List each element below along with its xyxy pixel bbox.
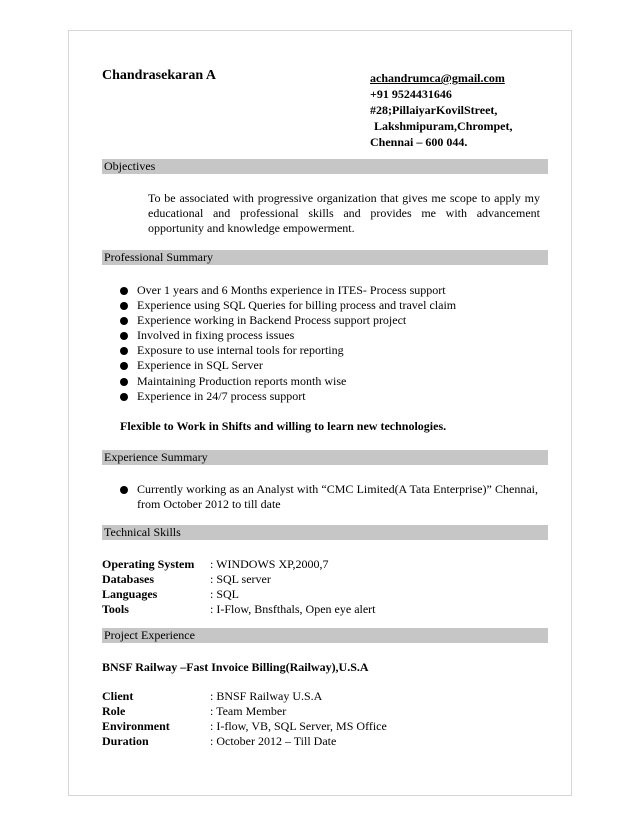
project-title: BNSF Railway –Fast Invoice Billing(Railway),U.S.A [102,660,369,674]
skill-row: Languages : SQL [102,587,240,601]
candidate-name: Chandrasekaran A [102,68,216,83]
skill-row: Tools : I-Flow, Bnsfthals, Open eye alert [102,602,376,616]
list-item: Involved in fixing process issues [118,328,456,343]
section-heading-project-experience: Project Experience [102,628,548,643]
section-heading-objectives: Objectives [102,159,548,174]
bullet-icon [120,378,128,386]
list-item: Maintaining Production reports month wise [118,374,456,389]
project-detail-row: Environment : I-flow, VB, SQL Server, MS Office [102,719,387,733]
technical-skills-table [102,557,376,617]
project-detail-row: Client : BNSF Railway U.S.A [102,689,323,703]
bullet-icon [120,486,128,494]
phone-number: +91 9524431646 [370,87,452,101]
list-item: Experience using SQL Queries for billing process and travel claim [118,298,456,313]
list-item: Experience in SQL Server [118,358,456,373]
bullet-icon [120,393,128,401]
address-line-3: Chennai – 600 044. [370,135,468,149]
list-item: Exposure to use internal tools for reporting [118,343,456,358]
skill-row: Databases : SQL server [102,572,271,586]
professional-summary-list [118,283,456,404]
address-line-2: Lakshmipuram,Chrompet, [374,119,513,133]
skill-row: Operating System : WINDOWS XP,2000,7 [102,557,329,571]
bullet-icon [120,347,128,355]
project-detail-row: Role : Team Member [102,704,287,718]
bullet-icon [120,287,128,295]
bullet-icon [120,302,128,310]
section-heading-technical-skills: Technical Skills [102,525,548,540]
flexibility-statement: Flexible to Work in Shifts and willing to learn new technologies. [120,419,447,433]
project-details-table [102,689,387,749]
bullet-icon [120,362,128,370]
objective-paragraph: To be associated with progressive organization that gives me scope to apply my educational and professional skills and provides me with advancement opportunity and knowledge empowerment. [148,191,540,235]
list-item: Experience in 24/7 process support [118,389,456,404]
section-heading-experience-summary: Experience Summary [102,450,548,465]
contact-block [370,70,512,150]
address-line-1: #28;PillaiyarKovilStreet, [370,103,498,117]
list-item: Experience working in Backend Process support project [118,313,456,328]
project-detail-row: Duration : October 2012 – Till Date [102,734,337,748]
experience-item: Currently working as an Analyst with “CMC Limited(A Tata Enterprise)” Chennai, from October 2012 to till date [118,482,538,512]
email-link[interactable]: achandrumca@gmail.com [370,71,505,85]
list-item: Over 1 years and 6 Months experience in ITES- Process support [118,283,456,298]
bullet-icon [120,332,128,340]
section-heading-professional-summary: Professional Summary [102,250,548,265]
bullet-icon [120,317,128,325]
